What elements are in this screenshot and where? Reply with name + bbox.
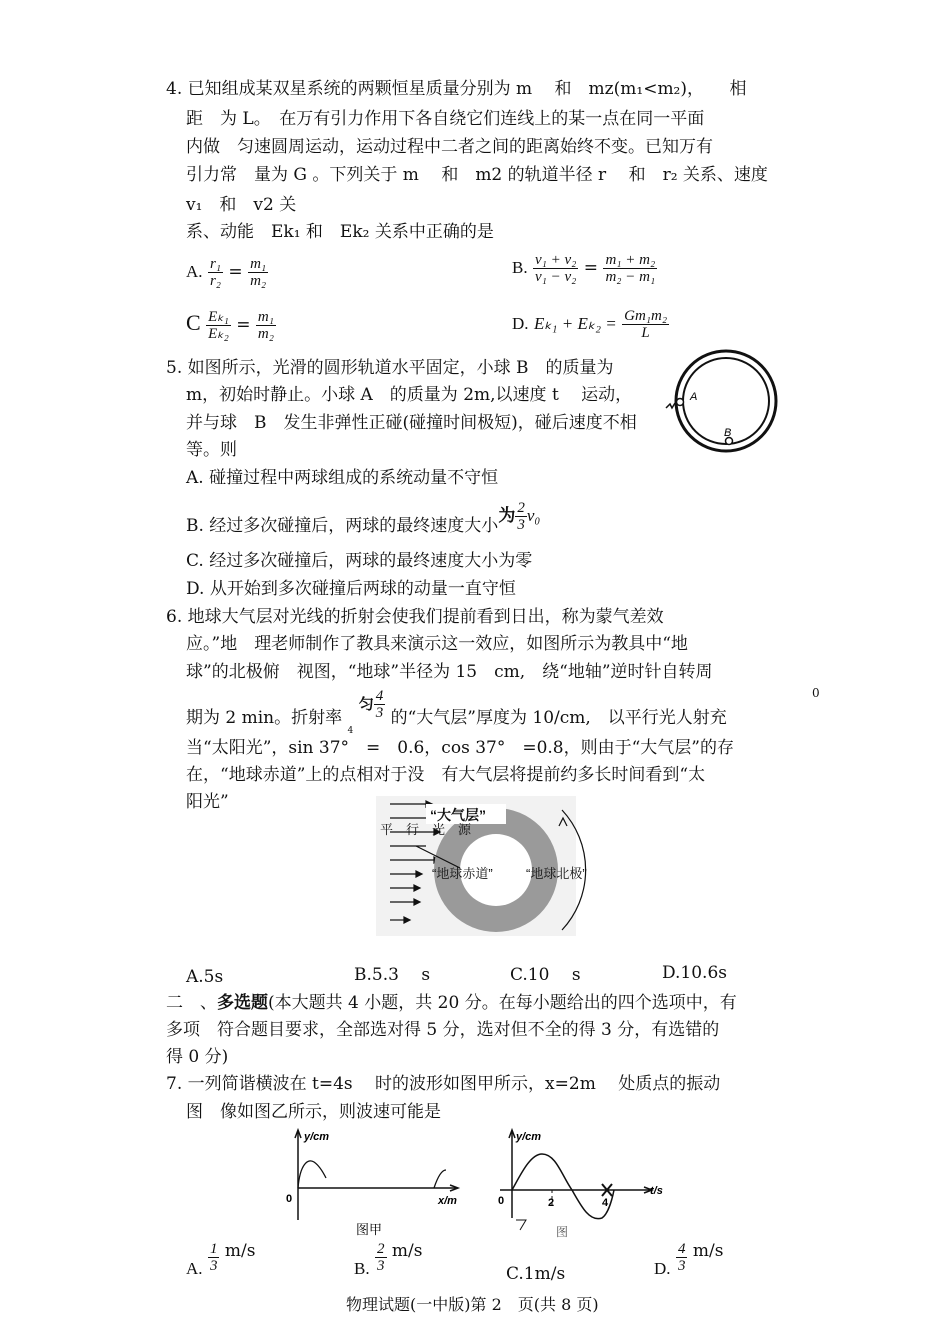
q5-line-2: m，初始时静止。小球 A 的质量为 2m,以速度 t 运动，: [186, 385, 633, 405]
q4-option-b: [512, 252, 657, 285]
q4-line-6: 系、动能 Ek₁ 和 Ek₂ 关系中正确的是: [186, 222, 494, 242]
denominator: L: [641, 325, 650, 341]
light-source-label: 平 行 光 源: [380, 822, 472, 837]
numerator: Eₖ₁: [208, 309, 229, 325]
numerator: 4: [677, 1241, 686, 1257]
velocity-symbol: v₀: [526, 506, 541, 525]
figure-caption: 图: [556, 1225, 569, 1239]
pole-label: “地球北极”: [526, 866, 587, 881]
denominator: Eₖ₂: [208, 326, 229, 342]
denominator: 3: [377, 1258, 385, 1274]
section-title: 多选题: [217, 993, 268, 1013]
velocity-arrow: [666, 403, 675, 408]
t-axis-label: t/s: [650, 1185, 663, 1197]
denominator: m₂: [257, 326, 274, 342]
numerator: 4: [375, 688, 384, 704]
option-label: B.: [354, 1259, 370, 1278]
option-label: C: [186, 310, 201, 335]
q6-line-4a: 期为 2 min。折射率: [186, 708, 343, 728]
unit: m/s: [692, 1241, 724, 1261]
fraction: [374, 688, 386, 721]
q4-line-1: 4. 已知组成某双星系统的两颗恒星质量分别为 m 和 mz(m₁<m₂)， 相: [166, 79, 747, 99]
vibration-figure-b: [490, 1124, 680, 1240]
numerator: 2: [517, 500, 525, 516]
q5-line-4: 等。则: [186, 440, 237, 460]
option-label: A.: [186, 262, 203, 281]
numerator: m₁: [257, 309, 274, 325]
q5-option-c: C. 经过多次碰撞后，两球的最终速度大小为零: [186, 551, 533, 571]
q5-option-a: A. 碰撞过程中两球组成的系统动量不守恒: [186, 468, 499, 488]
fraction: [676, 1241, 688, 1274]
q7-option-c: C.1m/s: [506, 1264, 566, 1284]
denominator: m₂ − m₁: [605, 269, 656, 285]
q7-line-2: 图 像如图乙所示，则波速可能是: [186, 1102, 441, 1122]
q4-option-a: [186, 256, 268, 289]
fraction: [375, 1241, 387, 1274]
q4-option-c: [186, 309, 276, 342]
fraction: [533, 252, 578, 285]
origin-label: 0: [286, 1193, 293, 1205]
q6-option-a: A.5s: [186, 967, 224, 987]
q5-option-d: D. 从开始到多次碰撞后两球的动量一直守恒: [186, 579, 516, 599]
y-axis-label: y/cm: [304, 1131, 330, 1143]
option-label: B.: [512, 258, 528, 277]
equals-sign: =: [228, 262, 243, 282]
fraction: [603, 252, 657, 285]
q6-option-c: C.10 s: [510, 965, 581, 985]
option-label: D.: [512, 314, 529, 333]
q4-option-d: [512, 308, 669, 341]
q6-line-3: 球”的北极俯 视图，“地球”半径为 15 cm, 绕“地轴”逆时针自转周: [186, 662, 713, 682]
denominator: 3: [375, 705, 384, 721]
tick-label-2: 2: [548, 1197, 555, 1209]
wave-figure-a: [282, 1124, 472, 1240]
atmosphere-label: “大气层”: [430, 807, 486, 823]
q6-option-d: D.10.6s: [662, 963, 728, 983]
option-wei: 为: [498, 506, 516, 526]
q6-line-7: 阳光”: [186, 792, 229, 812]
denominator: r₂: [209, 273, 221, 289]
q6-line-2: 应。”地 理老师制作了教具来演示这一效应，如图所示为教具中“地: [186, 634, 688, 654]
fraction: [256, 309, 276, 342]
subscript-mark: 4: [347, 726, 354, 736]
q4-line-5: v₁ 和 v2 关: [186, 195, 297, 215]
denominator: 3: [209, 1258, 218, 1274]
denominator: 3: [677, 1258, 686, 1274]
numerator: 1: [209, 1241, 218, 1257]
fraction: [515, 500, 527, 533]
section-2-line-2: 多项 符合题目要求，全部选对得 5 分，选对但不全的得 3 分，有选错的: [166, 1020, 720, 1040]
origin-label: 0: [498, 1195, 505, 1207]
label-a: A: [690, 391, 698, 403]
q7-option-b: [354, 1240, 422, 1282]
q7-option-a: [186, 1240, 255, 1282]
q5-option-b: [186, 500, 540, 540]
q4-line-3: 内做 匀速圆周运动，运动过程中二者之间的距离始终不变。已知万有: [186, 137, 713, 157]
unit: m/s: [391, 1241, 423, 1261]
q7-line-1: 7. 一列简谐横波在 t=4s 时的波形如图甲所示，x=2m 处质点的振动: [166, 1074, 721, 1094]
equator-label: “地球赤道”: [432, 866, 493, 881]
figure-caption: 图甲: [356, 1222, 383, 1237]
wave-start: [298, 1161, 326, 1188]
q4-line-2: 距 为 L。 在万有引力作用下各自绕它们连线上的某一点在同一平面: [186, 109, 705, 129]
option-expression: Eₖ₁ + Eₖ₂ =: [533, 314, 617, 333]
fraction: [208, 256, 223, 289]
vibration-curve: [512, 1154, 614, 1219]
denominator: 3: [517, 517, 525, 533]
q6-line-4: [186, 688, 727, 736]
y-axis-label: y/cm: [516, 1131, 542, 1143]
label-b: B: [724, 427, 732, 439]
q4-line-4: 引力常 量为 G 。下列关于 m 和 m2 的轨道半径 r 和 r₂ 关系、速度: [186, 165, 768, 185]
section-2-line-1: [166, 992, 737, 1014]
unit: m/s: [224, 1241, 256, 1261]
option-label: D.: [654, 1259, 671, 1278]
denominator: m₂: [250, 273, 267, 289]
numerator: r₁: [209, 256, 221, 272]
tick-label-4: 4: [602, 1197, 609, 1209]
stray-mark: 0: [812, 686, 820, 700]
q6-line-4b: 的“大气层”厚度为 10/cm, 以平行光人射充: [390, 708, 727, 728]
numerator: m₁ + m₂: [605, 252, 656, 268]
numerator: 2: [377, 1241, 385, 1257]
option-text: B. 经过多次碰撞后，两球的最终速度大小: [186, 516, 499, 536]
stray-mark: [516, 1220, 526, 1230]
section-2-line-3: 得 0 分): [166, 1047, 229, 1067]
earth-atmosphere-figure: [376, 796, 616, 936]
section-instructions: (本大题共 4 小题，共 20 分。在每小题给出的四个选项中，有: [268, 993, 737, 1013]
x-axis-label: x/m: [438, 1195, 457, 1207]
numerator: Gm₁m₂: [624, 308, 668, 324]
yun-char: 匀: [358, 695, 374, 713]
q5-line-3: 并与球 B 发生非弹性正碰(碰撞时间极短)，碰后速度不相: [186, 413, 637, 433]
q6-line-5: 当“太阳光”，sin 37° = 0.6，cos 37° =0.8，则由于“大气层”的存: [186, 738, 734, 758]
q5-line-1: 5. 如图所示，光滑的圆形轨道水平固定，小球 B 的质量为: [166, 358, 614, 378]
equals-sign: =: [583, 258, 599, 278]
q7-option-d: [654, 1240, 723, 1282]
q6-option-b: B.5.3 s: [354, 965, 431, 985]
ball-a: [677, 399, 684, 406]
fraction: [248, 256, 268, 289]
fraction: [206, 309, 231, 342]
denominator: v₁ − v₂: [535, 269, 577, 285]
wave-end: [434, 1170, 446, 1188]
page-footer: 物理试题(一中版)第 2 页(共 8 页): [346, 1295, 599, 1314]
fraction: [622, 308, 669, 341]
equals-sign: =: [236, 315, 251, 335]
q6-line-1: 6. 地球大气层对光线的折射会使我们提前看到日出，称为蒙气差效: [166, 607, 664, 627]
option-label: A.: [186, 1259, 203, 1278]
fraction: [208, 1241, 220, 1274]
circular-track-figure: [662, 346, 786, 458]
numerator: v₁ + v₂: [535, 252, 577, 268]
section-number: 二 、: [166, 993, 217, 1013]
q6-line-6: 在，“地球赤道”上的点相对于没 有大气层将提前约多长时间看到“太: [186, 765, 706, 785]
numerator: m₁: [250, 256, 267, 272]
